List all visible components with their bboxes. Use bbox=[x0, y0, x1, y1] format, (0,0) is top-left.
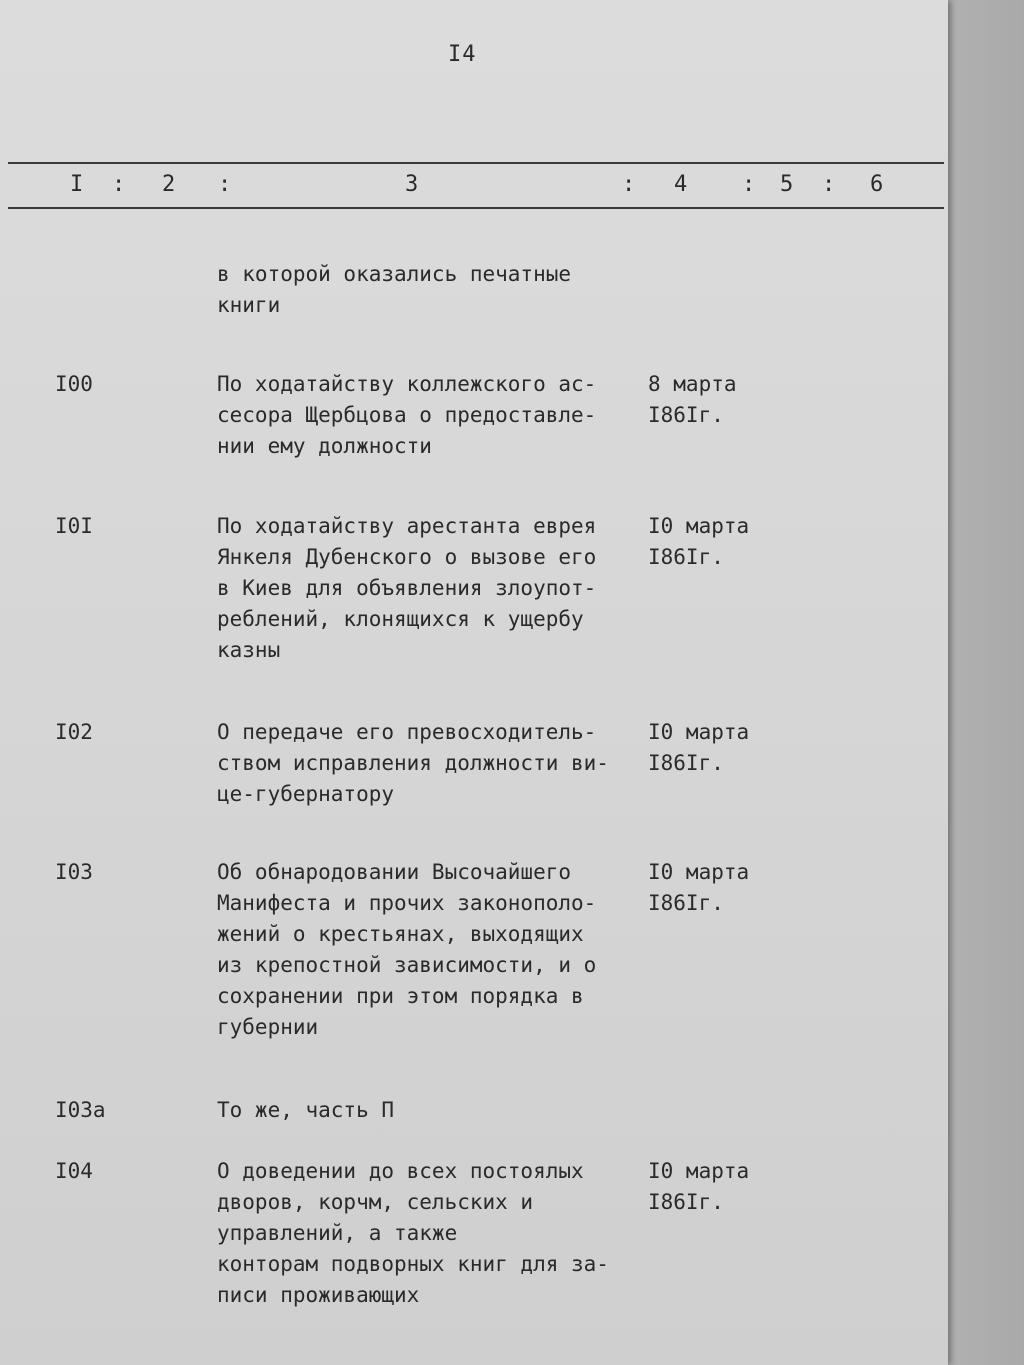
row-description: По ходатайству коллежского ас- сесора Щербцова о предоставле- нии ему должности bbox=[217, 372, 597, 458]
row-number: I00 bbox=[55, 372, 93, 396]
row-description: О доведении до всех постоялых дворов, корчм, сельских и управлений, а также конторам подворных книг для за- писи проживающих bbox=[217, 1159, 609, 1307]
row-date: I0 марта I86Iг. bbox=[648, 1159, 750, 1214]
row-date: I0 марта I86Iг. bbox=[648, 720, 750, 775]
column-header-6: 6 bbox=[870, 172, 884, 197]
column-header-2: 2 bbox=[162, 172, 176, 197]
column-separator: : bbox=[112, 172, 126, 197]
row-number: I02 bbox=[55, 720, 93, 744]
row-date: I0 марта I86Iг. bbox=[648, 514, 750, 569]
row-description: По ходатайству арестанта еврея Янкеля Дубенского о вызове его в Киев для объявления злоупот- реблений, клонящихся к ущербу казны bbox=[217, 514, 597, 662]
table-header-top-rule bbox=[8, 162, 944, 164]
page-number: I4 bbox=[448, 42, 477, 67]
row-number: I0I bbox=[55, 514, 93, 538]
row-description: Об обнародовании Высочайшего Манифеста и прочих законополо- жений о крестьянах, выходящих из крепостной зависимости, и о сохранении при этом порядка в губернии bbox=[217, 860, 597, 1039]
row-date: I0 марта I86Iг. bbox=[648, 860, 750, 915]
column-header-1: I bbox=[70, 172, 84, 197]
row-number: I04 bbox=[55, 1159, 93, 1183]
column-separator: : bbox=[822, 172, 836, 197]
column-separator: : bbox=[622, 172, 636, 197]
column-separator: : bbox=[742, 172, 756, 197]
column-header-4: 4 bbox=[674, 172, 688, 197]
column-separator: : bbox=[218, 172, 232, 197]
row-description: То же, часть П bbox=[217, 1098, 395, 1122]
row-description: О передаче его превосходитель- ством исправления должности ви- це-губернатору bbox=[217, 720, 609, 806]
row-number: I03 bbox=[55, 860, 93, 884]
column-header-3: 3 bbox=[405, 172, 419, 197]
row-number: I03а bbox=[55, 1098, 106, 1122]
column-header-5: 5 bbox=[780, 172, 794, 197]
table-header-bottom-rule bbox=[8, 207, 944, 209]
row-date: 8 марта I86Iг. bbox=[648, 372, 737, 427]
row-description: в которой оказались печатные книги bbox=[217, 262, 572, 317]
